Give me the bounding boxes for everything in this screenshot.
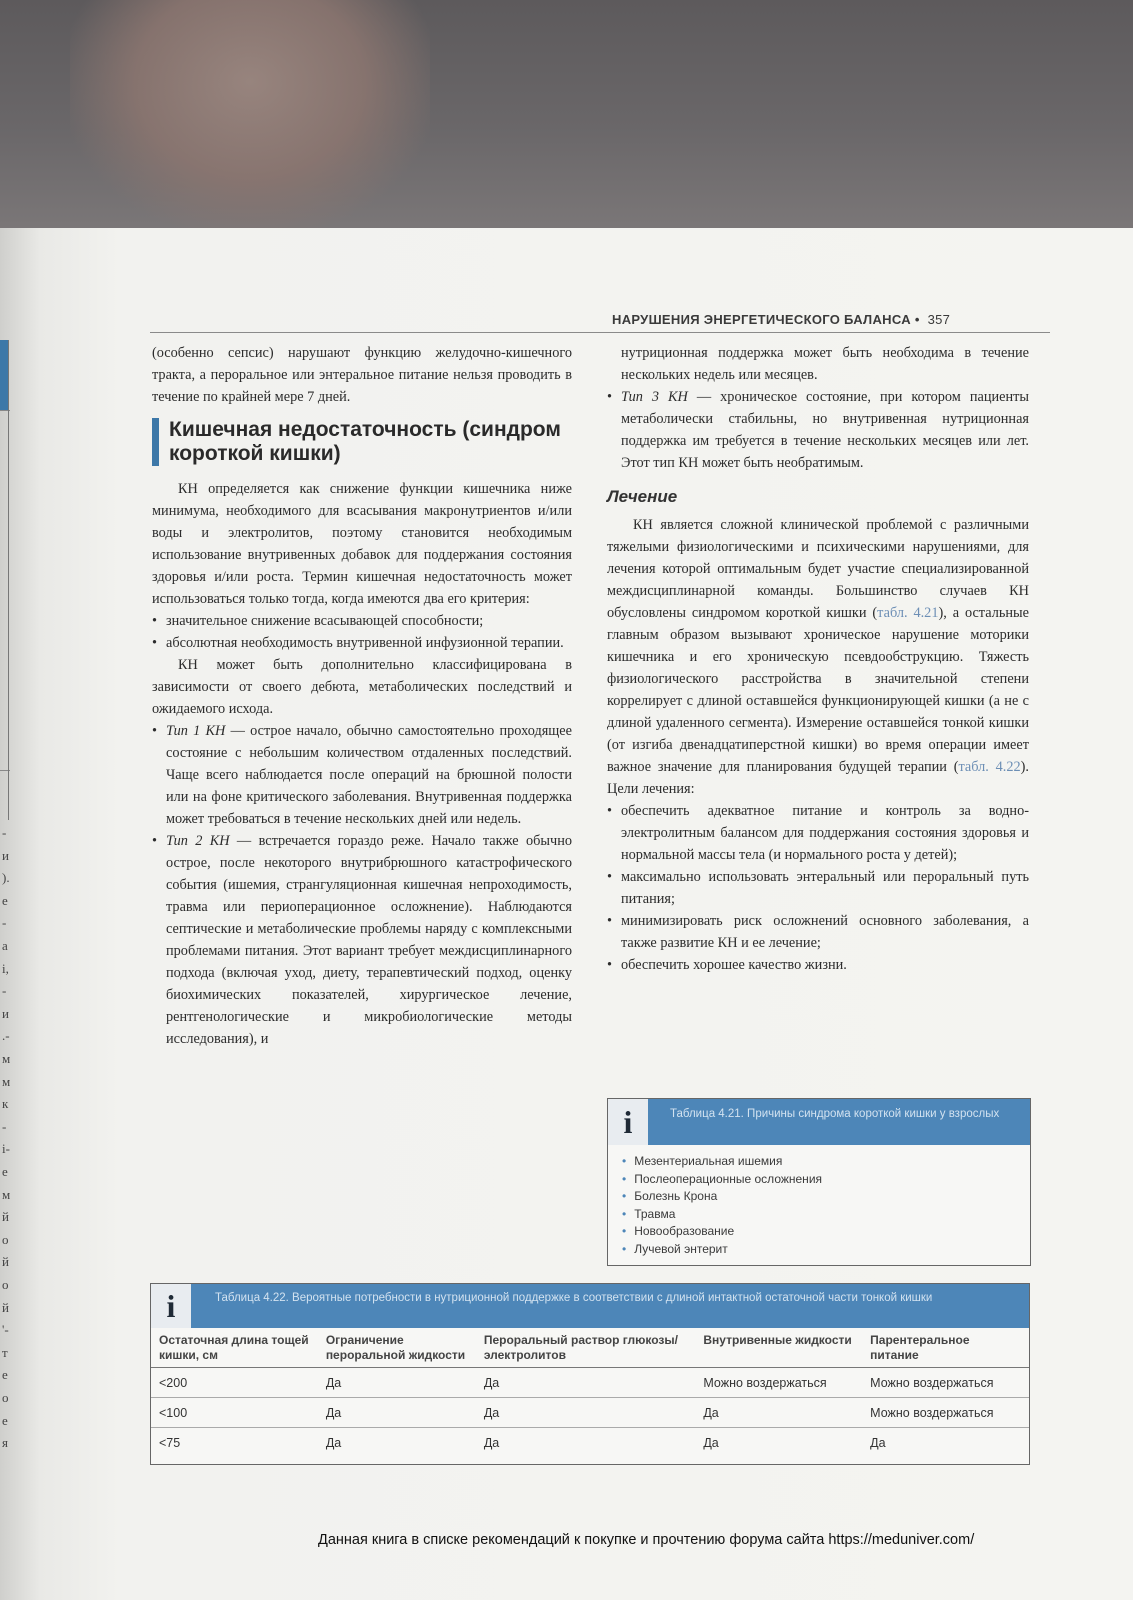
header-separator: • <box>914 312 920 327</box>
table-row <box>151 1368 1029 1398</box>
margin-fragment: о <box>2 1231 9 1247</box>
margin-fragment: й <box>2 1299 9 1315</box>
margin-fragment: е <box>2 892 8 908</box>
margin-fragment: т <box>2 1344 8 1360</box>
header-title: НАРУШЕНИЯ ЭНЕРГЕТИЧЕСКОГО БАЛАНСА <box>612 312 911 327</box>
table-header-bar <box>151 1284 1029 1328</box>
table-row <box>151 1398 1029 1428</box>
margin-fragment: а <box>2 938 8 953</box>
list-item: • максимально использовать энтеральный или пероральный путь питания; <box>607 866 1029 910</box>
margin-fragment: о <box>2 1277 9 1292</box>
margin-fragment: '- <box>2 1322 9 1338</box>
type-label: Тип 2 КН <box>166 833 230 849</box>
list-item: • обеспечить хорошее качество жизни. <box>607 954 1029 976</box>
table-cell: Да <box>870 1435 886 1450</box>
margin-fragment: к <box>2 1096 9 1112</box>
table-header-bar <box>608 1099 1030 1145</box>
section-heading: Кишечная недостаточность (синдром короткой кишки) <box>152 418 572 466</box>
finger-shadow <box>70 0 430 232</box>
type-text: — хроническое состояние, при котором пациенты метаболически стабильны, но внутривенная нутриционная поддержка им требуется в течение нескольких месяцев или лет. Этот тип КН может быть необратимым. <box>621 389 1029 471</box>
goals-list <box>607 800 1029 976</box>
table-header-row <box>151 1328 1029 1368</box>
info-icon: i <box>151 1284 191 1328</box>
list-item: • обеспечить адекватное питание и контроль за водно-электролитным балансом для поддержания состояния здоровья и нормальной массы тела (и нормального роста у детей); <box>607 800 1029 866</box>
list-item: • Мезентериальная ишемия <box>622 1153 1030 1171</box>
table-4-21 <box>607 1098 1031 1266</box>
list-item: • Травма <box>622 1206 1030 1224</box>
list-item: • минимизировать риск осложнений основного заболевания, а также развитие КН и ее лечение; <box>607 910 1029 954</box>
text-run: ), а остальные главным образом вызывают хроническое нарушение моторики кишечника и его хроническую псевдообструкцию. Тяжесть физиологического расстройства в значительной степени коррелирует с длиной оставшейся функционирующей кишки (а не с длиной удаленного сегмента). Измерение оставшейся тонкой кишки (от изгиба двенадцатиперстной кишки) во время операции имеет важное значение для планирования будущей терапии ( <box>607 605 1029 775</box>
paragraph: КН может быть дополнительно классифицирована в зависимости от своего дебюта, метаболических последствий и ожидаемого исхода. <box>152 657 572 717</box>
column-header: Остаточная длина тощей кишки, см <box>151 1328 318 1368</box>
causes-list <box>622 1153 1030 1258</box>
subsection-heading: Лечение <box>607 487 678 506</box>
table-cell: Можно воздержаться <box>695 1368 862 1398</box>
margin-fragment: .- <box>2 1028 10 1044</box>
table-cell: Можно воздержаться <box>862 1368 1029 1398</box>
list-item: • Лучевой энтерит <box>622 1241 1030 1259</box>
table-cell: Да <box>695 1398 862 1428</box>
margin-fragment: о <box>2 1390 9 1405</box>
paragraph: нутриционная поддержка может быть необходима в течение нескольких недель или месяцев. <box>621 345 1029 383</box>
margin-fragment: м <box>2 1073 11 1089</box>
left-column <box>152 342 572 1050</box>
list-item: • значительное снижение всасывающей способности; <box>152 610 572 632</box>
criteria-list <box>152 610 572 654</box>
table-cell: <100 <box>151 1398 318 1428</box>
page-number: 357 <box>927 312 951 327</box>
column-header: Пероральный раствор глюкозы/электролитов <box>476 1328 696 1368</box>
type-label: Тип 3 КН <box>621 389 688 405</box>
table-title: Таблица 4.21. Причины синдрома короткой кишки у взрослых <box>670 1108 1000 1120</box>
table-cell: Да <box>325 1435 342 1450</box>
support-table <box>151 1328 1029 1457</box>
margin-fragment: и <box>2 847 9 863</box>
type-text: — острое начало, обычно самостоятельно проходящее состояние с небольшим количеством отдаленных последствий. Чаще всего наблюдается после операций на брюшной полости или на фоне критического заболевания. Внутривенная поддержка может требоваться в течение нескольких дней или недель. <box>166 723 572 827</box>
margin-fragment: м <box>2 1186 11 1202</box>
margin-fragment: е <box>2 1367 8 1383</box>
list-item <box>607 386 1029 474</box>
footer-note: Данная книга в списке рекомендаций к покупке и прочтению форума сайта https://meduniver.com/ <box>318 1532 975 1548</box>
margin-fragment: е <box>2 1164 8 1179</box>
paragraph: КН определяется как снижение функции кишечника ниже минимума, необходимого для всасывания макронутриентов и/или воды и электролитов, поэтому становится необходимым использование внутривенных добавок для поддержания состояния здоровья и/или роста. Термин кишечная недостаточность может использоваться только тогда, когда имеются два его критерия: <box>152 481 572 607</box>
table-4-22 <box>150 1283 1030 1465</box>
table-reference-link[interactable]: табл. 4.21 <box>877 605 939 621</box>
right-column <box>607 342 1029 976</box>
types-list <box>607 386 1029 474</box>
margin-fragment: я <box>2 1435 8 1451</box>
types-list <box>152 720 572 1050</box>
text-run: КН является сложной клинической проблемой с различными тяжелыми физиологическими и психическими нарушениями, для лечения которой оптимальным будет участие специализированной междисциплинарной команды. Большинство случаев КН обусловлены синдромом короткой кишки ( <box>607 517 1029 621</box>
table-cell: Можно воздержаться <box>862 1398 1029 1428</box>
margin-fragment: і, <box>2 960 9 976</box>
table-reference-link[interactable]: табл. 4.22 <box>958 759 1021 775</box>
left-page-rule <box>8 340 9 820</box>
margin-fragment: - <box>2 1118 7 1134</box>
margin-fragment: е <box>2 1412 8 1428</box>
table-cell: Да <box>476 1398 696 1428</box>
table-cell: Да <box>318 1368 476 1398</box>
list-item: • Болезнь Крона <box>622 1188 1030 1206</box>
margin-fragment: - <box>2 983 7 999</box>
table-title: Таблица 4.22. Вероятные потребности в нутриционной поддержке в соответствии с длиной интактной остаточной части тонкой кишки <box>215 1292 933 1304</box>
running-header <box>612 312 950 327</box>
header-rule <box>150 332 1050 333</box>
table-cell: <200 <box>151 1368 318 1398</box>
table-cell: Да <box>703 1435 719 1450</box>
margin-fragment: - <box>2 915 7 931</box>
left-page-accent-bar <box>0 340 8 410</box>
list-item <box>152 830 572 1050</box>
table-cell: <75 <box>159 1435 181 1450</box>
column-header: Внутривенные жидкости <box>695 1328 862 1368</box>
table-row <box>151 1428 1029 1458</box>
type-text: — встречается гораздо реже. Начало также обычно острое, после некоторого внутрибрюшного катастрофического события (ишемия, странгуляционная кишечная непроходимость, травма или периоперационное осложнение). Наблюдаются септические и метаболические проблемы наряду с комплексными проблемами питания. Этот вариант требует междисциплинарного подхода (включая уход, диету, терапевтический подход, оценку биохимических показателей, хирургическое лечение, рентгенологические и микробиологические методы исследования), и <box>166 833 572 1047</box>
list-item <box>152 720 572 830</box>
paragraph <box>607 514 1029 800</box>
margin-fragment: ). <box>2 870 10 886</box>
margin-fragment: м <box>2 1051 11 1066</box>
info-icon: i <box>608 1099 648 1145</box>
margin-fragment: - <box>2 825 7 840</box>
type-label: Тип 1 КН <box>166 723 226 739</box>
table-cell: Да <box>483 1435 500 1450</box>
text-run: ). Цели лечения: <box>607 759 1029 797</box>
margin-fragment: и <box>2 1005 9 1021</box>
margin-fragment: і- <box>2 1141 10 1157</box>
margin-fragment: й <box>2 1254 9 1270</box>
list-item: • абсолютная необходимость внутривенной инфузионной терапии. <box>152 632 572 654</box>
list-item: • Послеоперационные осложнения <box>622 1171 1030 1189</box>
list-item: • Новообразование <box>622 1223 1030 1241</box>
column-header: Парентеральное питание <box>862 1328 1029 1368</box>
table-cell: Да <box>318 1398 476 1428</box>
paragraph: (особенно сепсис) нарушают функцию желудочно-кишечного тракта, а пероральное или энтеральное питание нельзя проводить в течение по крайней мере 7 дней. <box>152 345 572 405</box>
margin-fragment: й <box>2 1209 9 1225</box>
table-cell: Да <box>476 1368 696 1398</box>
column-header: Ограничение пероральной жидкости <box>318 1328 476 1368</box>
